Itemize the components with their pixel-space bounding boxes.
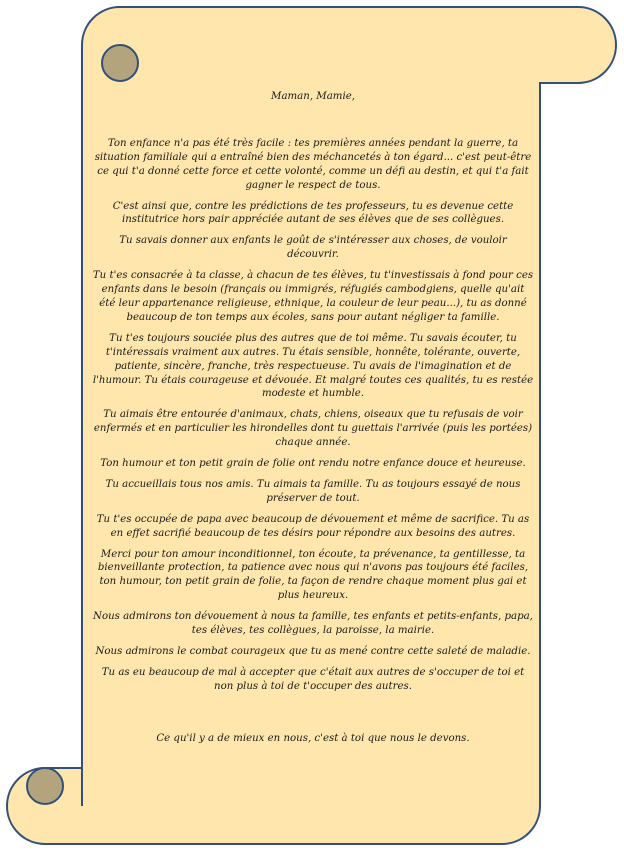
letter-greeting: Maman, Mamie, — [271, 91, 355, 102]
letter-paragraph: Tu t'es occupée de papa avec beaucoup de dévouement et même de sacrifice. Tu as en effet sacrifié beaucoup de tes désirs pour répondre aux besoins des autres. — [96, 513, 530, 539]
letter-paragraph: Tu as eu beaucoup de mal à accepter que c'était aux autres de s'occuper de toi et non plus à toi de t'occuper des autres. — [101, 666, 525, 692]
scroll-bottom-curl-icon — [27, 768, 63, 804]
letter-paragraph: Merci pour ton amour inconditionnel, ton écoute, ta prévenance, ta gentillesse, ta bienveillante protection, ta patience avec nous qui n'avons pas toujours été faciles, ton humour, ton petit grain de folie, ta façon de rendre chaque moment plus gai et plus heureux. — [97, 548, 529, 602]
letter-paragraph: C'est ainsi que, contre les prédictions de tes professeurs, tu es devenue cette institutrice hors pair appréciée autant de ses élèves que de ses collègues. — [112, 200, 514, 226]
letter-paragraph: Tu accueillais tous nos amis. Tu aimais ta famille. Tu as toujours essayé de nous préserver de tout. — [105, 478, 521, 504]
letter-paragraph: Ton humour et ton petit grain de folie ont rendu notre enfance douce et heureuse. — [100, 458, 526, 470]
letter-paragraph: Tu t'es consacrée à ta classe, à chacun de tes élèves, tu t'investissais à fond pour ces enfants dans le besoin (français ou immigrés, réfugiés cambodgiens, quelle qu'ait été leur appartenance religieuse, ethnique, la couleur de leur peau...), tu as donné beaucoup de ton temps aux écoles, sans pour autant négliger ta famille. — [92, 270, 534, 323]
letter-paragraph: Tu savais donner aux enfants le goût de s'intéresser aux choses, de vouloir découvrir. — [119, 235, 507, 261]
letter-closing: Ce qu'il y a de mieux en nous, c'est à toi que nous le devons. — [156, 732, 470, 744]
letter-paragraph: Nous admirons le combat courageux que tu as mené contre cette saleté de maladie. — [95, 646, 531, 657]
scroll-top-curl-icon — [102, 45, 138, 81]
letter-paragraph: Tu t'es toujours souciée plus des autres que de toi même. Tu savais écouter, tu t'intéressais vraiment aux autres. Tu étais sensible, honnête, tolérante, ouverte, patiente, sincère, franche, très respectueuse. Tu avais de l'imagination et de l'humour. Tu étais courageuse et dévouée. Et malgré toutes ces qualités, tu es restée modeste et humble. — [92, 332, 534, 400]
letter-paragraph: Tu aimais être entourée d'animaux, chats, chiens, oiseaux que tu refusais de voir enfermés et en particulier les hirondelles dont tu guettais l'arrivée (puis les portées) chaque année. — [93, 409, 533, 449]
letter-paragraph: Ton enfance n'a pas été très facile : tes premières années pendant la guerre, ta situation familiale qui a entraîné bien des méchancetés à ton égard... c'est peut-être ce qui t'a donné cette force et cette volonté, comme un défi au destin, et qui t'a fait gagner le respect de tous. — [94, 137, 532, 191]
letter-text — [92, 90, 534, 810]
letter-paragraph: Nous admirons ton dévouement à nous ta famille, tes enfants et petits-enfants, papa, tes élèves, tes collègues, la paroisse, la mairie. — [93, 611, 533, 637]
